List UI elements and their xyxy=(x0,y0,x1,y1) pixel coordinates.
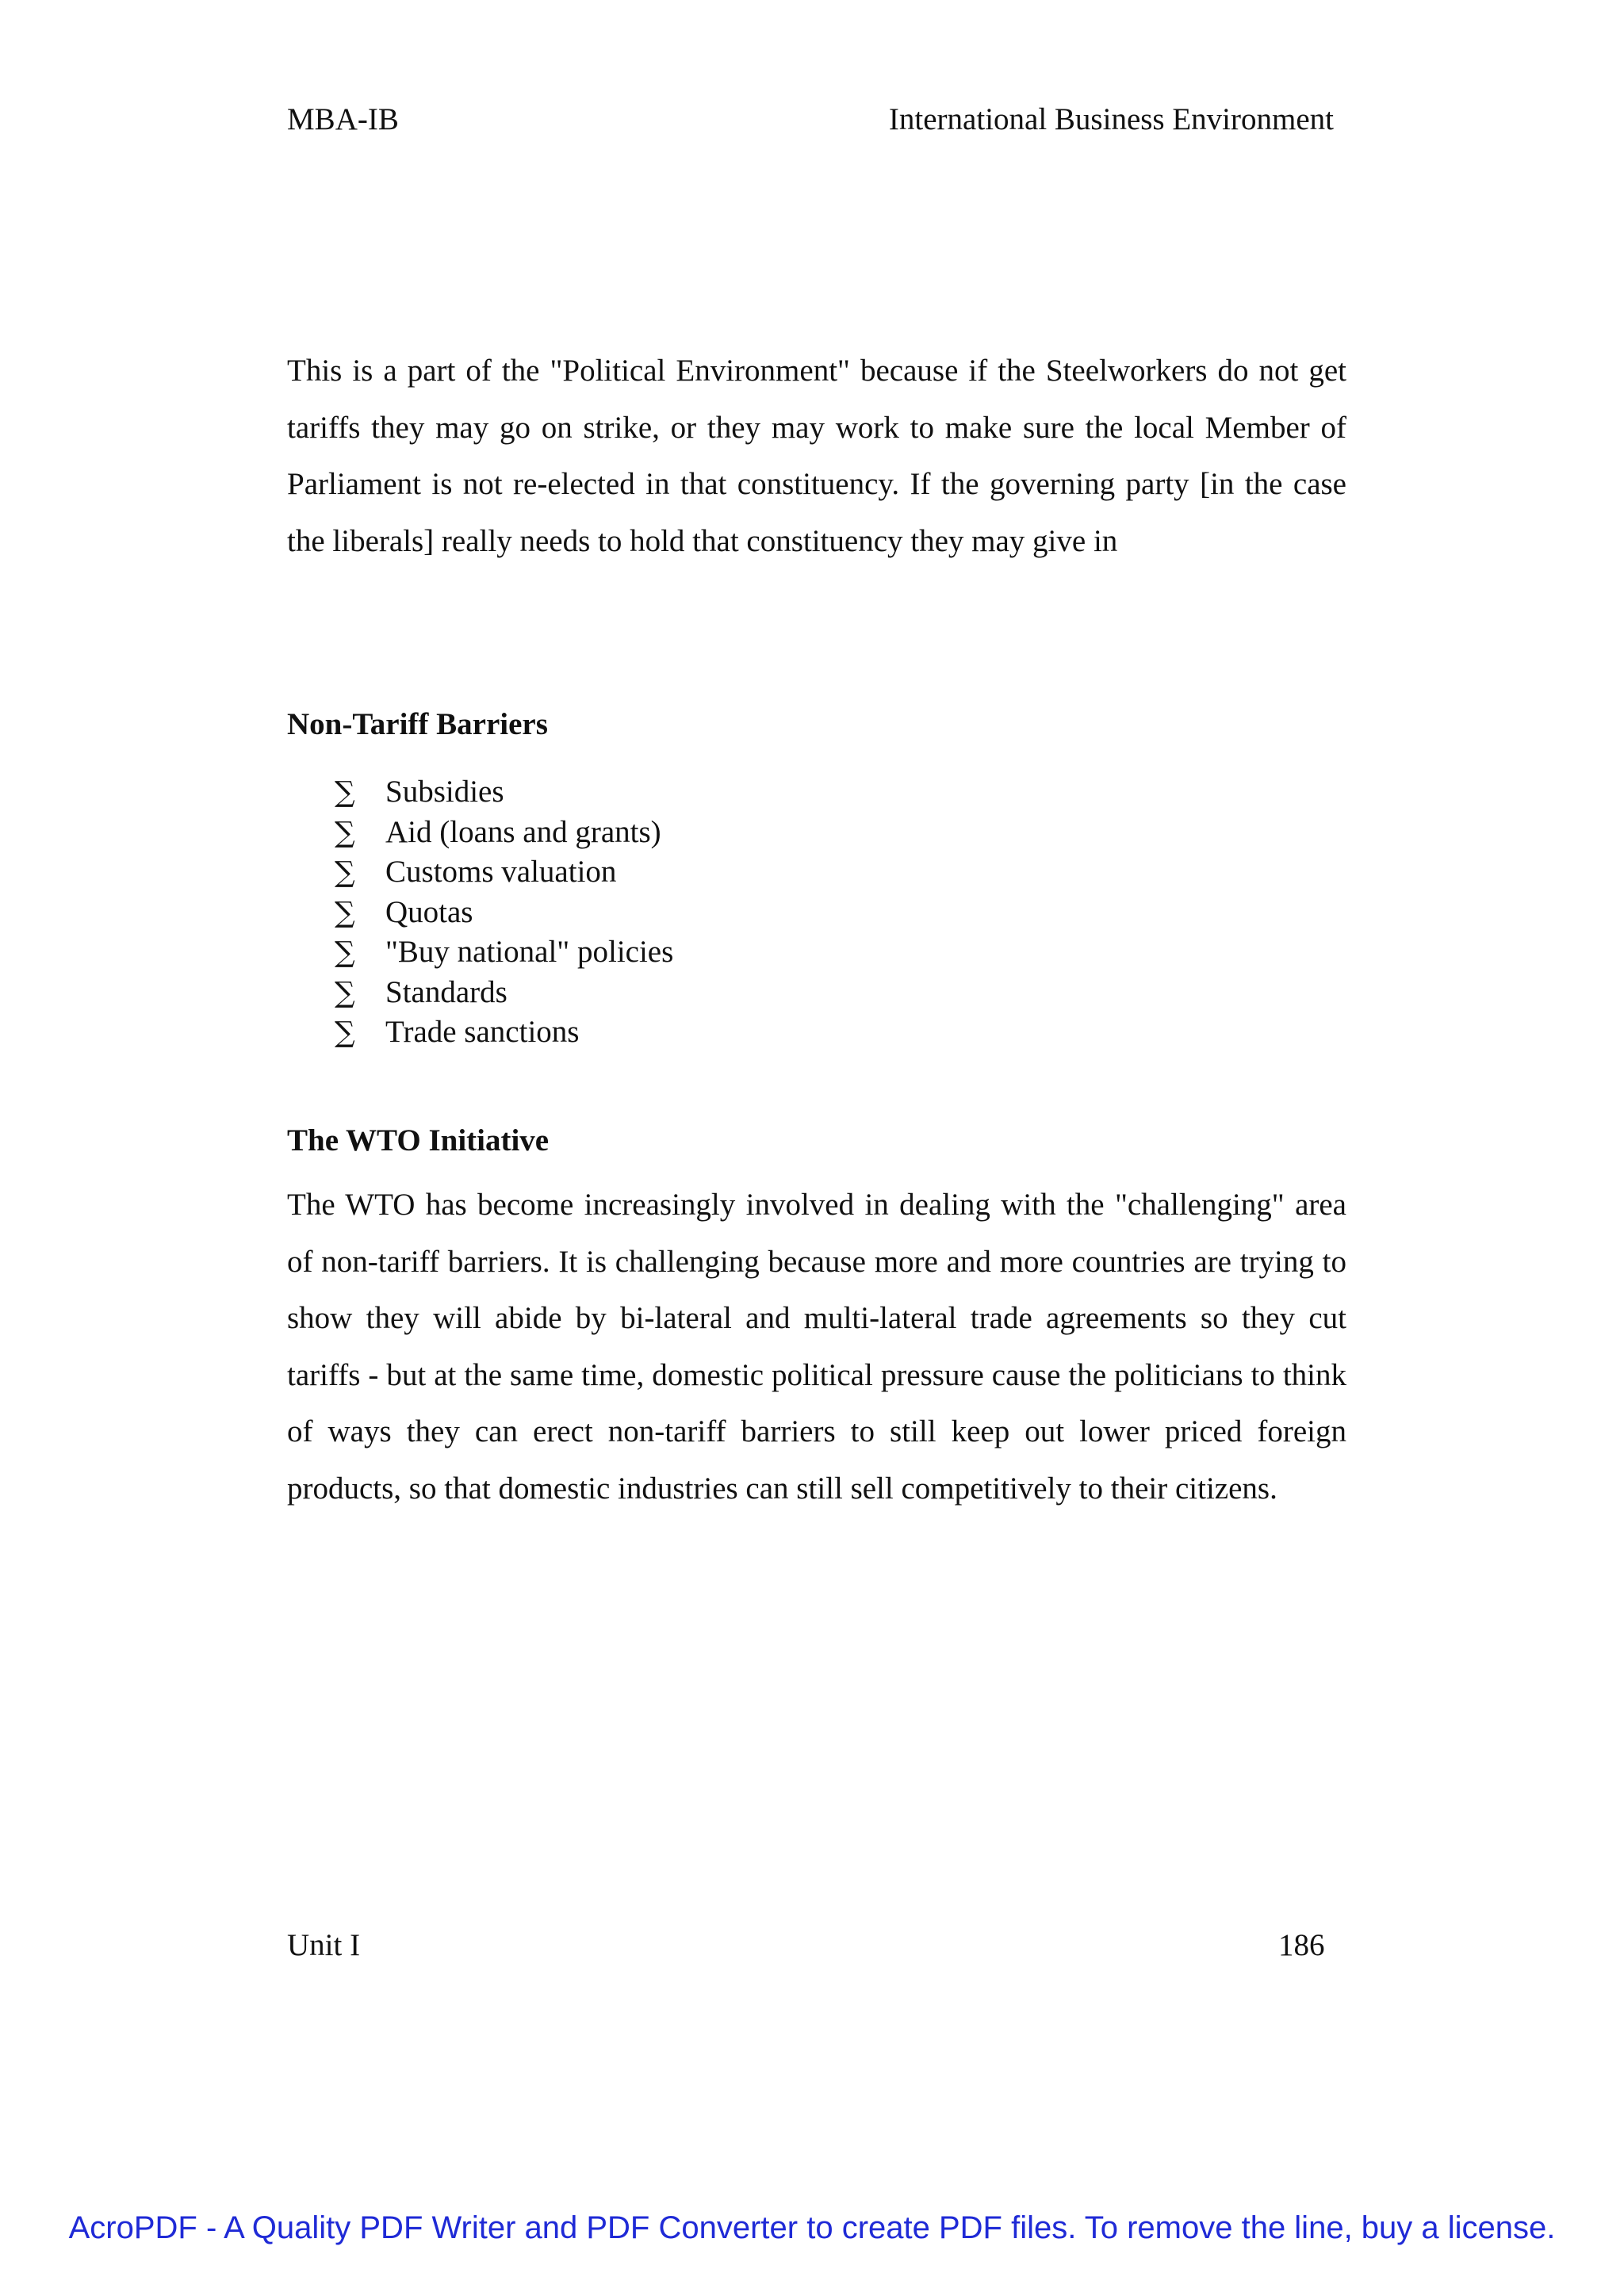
section-heading-wto-initiative: The WTO Initiative xyxy=(287,1123,550,1158)
wto-paragraph: The WTO has become increasingly involved in dealing with the "challenging" area of non-tariff barriers. It is challenging because more and more countries are trying to show they will abide by bi-lateral and multi-lateral trade agreements so they cut tariffs - but at the same time, domestic political pressure cause the politicians to think of ways they can erect non-tariff barriers to still keep out lower priced foreign products, so that domestic industries can still sell competitively to their citizens. xyxy=(287,1188,1346,1506)
list-item xyxy=(287,932,673,973)
non-tariff-barriers-list xyxy=(287,772,673,1053)
footer-page-number: 186 xyxy=(1278,1928,1325,1962)
sigma-bullet-icon: ∑ xyxy=(335,856,355,889)
intro-paragraph: This is a part of the "Political Environment" because if the Steelworkers do not get tariffs they may go on strike, or they may work to make sure the local Member of Parliament is not re-elected in that constituency. If the governing party [in the case the liberals] really needs to hold that constituency they may give in xyxy=(287,354,1346,558)
sigma-bullet-icon: ∑ xyxy=(335,896,355,929)
running-header-right: International Business Environment xyxy=(888,102,1334,136)
list-item-text: Standards xyxy=(385,974,508,1009)
sigma-bullet-icon: ∑ xyxy=(335,1016,355,1049)
list-item-text: Subsidies xyxy=(385,775,504,809)
list-item-text: Quotas xyxy=(385,894,473,929)
sigma-bullet-icon: ∑ xyxy=(335,776,355,809)
sigma-bullet-icon: ∑ xyxy=(335,816,355,849)
list-item xyxy=(287,1012,673,1053)
list-item-text: Trade sanctions xyxy=(385,1015,580,1049)
list-item xyxy=(287,813,673,853)
sigma-bullet-icon: ∑ xyxy=(335,936,355,969)
acropdf-watermark-banner: AcroPDF - A Quality PDF Writer and PDF Converter to create PDF files. To remove the line, buy a license. xyxy=(68,2210,1556,2245)
footer-unit-label: Unit I xyxy=(287,1928,361,1962)
list-item xyxy=(287,893,673,933)
list-item xyxy=(287,973,673,1013)
sigma-bullet-icon: ∑ xyxy=(335,976,355,1009)
list-item-text: Customs valuation xyxy=(385,855,617,889)
list-item-text: "Buy national" policies xyxy=(385,935,674,969)
list-item-text: Aid (loans and grants) xyxy=(385,814,661,849)
list-item xyxy=(287,772,673,813)
list-item xyxy=(287,852,673,893)
running-header-left: MBA-IB xyxy=(287,102,399,136)
section-heading-non-tariff-barriers: Non-Tariff Barriers xyxy=(287,707,548,741)
